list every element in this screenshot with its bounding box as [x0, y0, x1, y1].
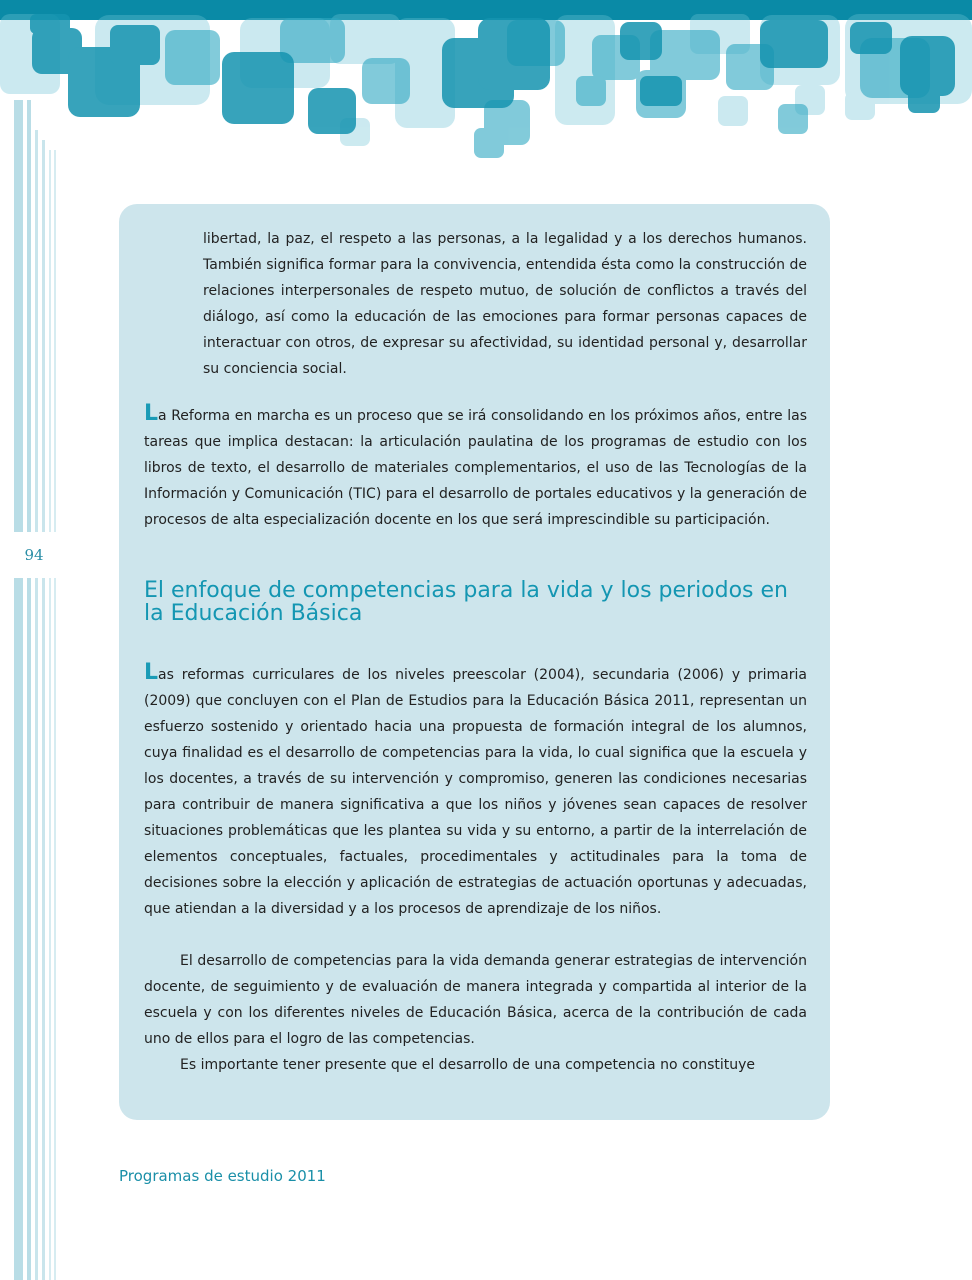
indented-quote: libertad, la paz, el respeto a las personas, a la legalidad y a los derechos humanos. También significa formar para la convivencia, entendida ésta como la construcción de relaciones interpersonales de respeto mutuo, de solución de conflictos a través del diálogo, así como la educación de las emociones para formar personas capaces de interactuar con otros, de expresar su afectividad, su identidad personal y, desarrollar su conciencia social. — [203, 231, 807, 377]
drop-cap: L — [144, 660, 159, 685]
page-number: 94 — [10, 532, 58, 578]
paragraph-desarrollo-competencias: El desarrollo de competencias para la vida demanda generar estrategias de intervención docente, de seguimiento y de evaluación de manera integrada y compartida al interior de la escuela y con los diferentes niveles de Educación Básica, acerca de la contribución de cada uno de ellos para el logro de las competencias. — [144, 953, 807, 1047]
paragraph-importante: Es importante tener presente que el desarrollo de una competencia no constituye — [180, 1057, 756, 1073]
drop-cap: L — [144, 401, 159, 426]
header-decorative-squares — [0, 0, 972, 165]
section-heading: El enfoque de competencias para la vida y los periodos en la Educación Básica — [144, 578, 788, 626]
paragraph-reformas-curriculares — [144, 662, 807, 922]
footer-title: Programas de estudio 2011 — [119, 1167, 326, 1185]
paragraph-text: a Reforma en marcha es un proceso que se irá consolidando en los próximos años, entre las tareas que implica destacan: la articulación paulatina de los programas de estudio con los libros de texto, el desarrollo de materiales complementarios, el uso de las Tecnologías de la Información y Comunicación (TIC) para el desarrollo de portales educativos y la generación de procesos de alta especialización docente en los que será imprescindible su participación. — [144, 408, 807, 528]
left-margin-stripes — [0, 100, 60, 1280]
paragraph-reforma — [144, 403, 807, 533]
paragraph-text: as reformas curriculares de los niveles preescolar (2004), secundaria (2006) y primaria (2009) que concluyen con el Plan de Estudios para la Educación Básica 2011, representan un esfuerzo sostenido y orientado hacia una propuesta de formación integral de los alumnos, cuya finalidad es el desarrollo de competencias para la vida, lo cual significa que la escuela y los docentes, a través de su intervención y compromiso, generen las condiciones necesarias para contribuir de manera significativa a que los niños y jóvenes sean capaces de resolver situaciones problemáticas que les plantea su vida y su entorno, a partir de la interrelación de elementos conceptuales, factuales, procedimentales y actitudinales para la toma de decisiones sobre la elección y aplicación de estrategias de actuación oportunas y adecuadas, que atiendan a la diversidad y a los procesos de aprendizaje de los niños. — [144, 667, 807, 917]
